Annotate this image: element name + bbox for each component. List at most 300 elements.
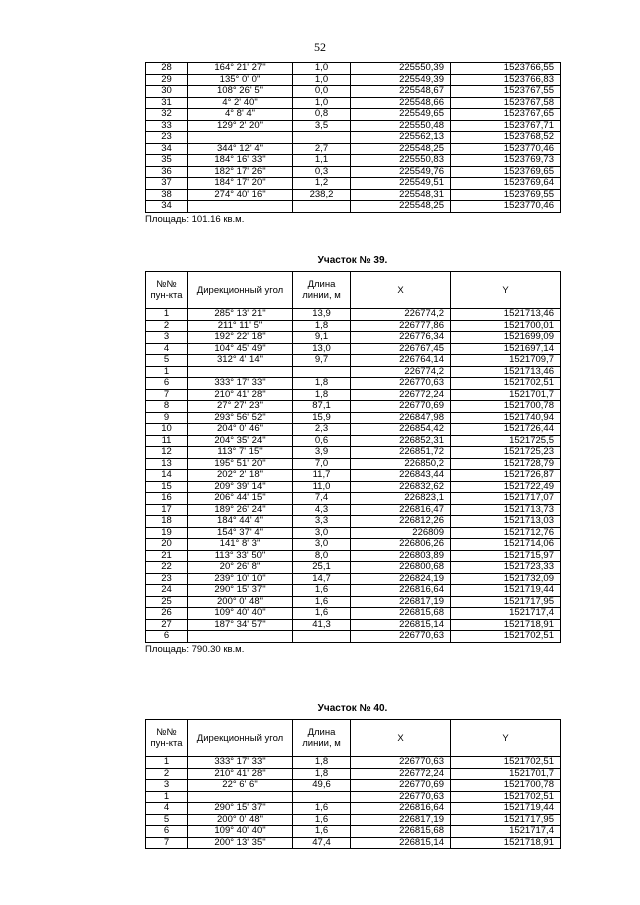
table-row: [146, 355, 561, 367]
x-coordinate-cell: 226815,68: [351, 826, 451, 838]
x-coordinate-cell: 225550,39: [351, 63, 451, 75]
table-row: [146, 155, 561, 167]
plot-40-block: [145, 703, 560, 849]
point-number-cell: 3: [146, 780, 188, 792]
point-number-cell: 2: [146, 768, 188, 780]
x-coordinate-cell: 226816,64: [351, 803, 451, 815]
direction-angle-cell: 187° 34' 57": [188, 619, 293, 631]
x-coordinate-cell: 226770,63: [351, 631, 451, 643]
direction-angle-cell: 27° 27' 23": [188, 401, 293, 413]
y-coordinate-cell: 1521719,44: [451, 585, 561, 597]
line-length-cell: 1,6: [293, 585, 351, 597]
direction-angle-cell: 239° 10' 10": [188, 573, 293, 585]
line-length-cell: 1,6: [293, 596, 351, 608]
x-coordinate-cell: 225550,83: [351, 155, 451, 167]
direction-angle-cell: 184° 44' 4": [188, 516, 293, 528]
x-coordinate-cell: 226851,72: [351, 447, 451, 459]
y-coordinate-cell: 1521713,46: [451, 309, 561, 321]
point-number-cell: 10: [146, 424, 188, 436]
direction-angle-cell: 344° 12' 4": [188, 143, 293, 155]
table-body: [146, 63, 561, 213]
x-coordinate-cell: 225548,66: [351, 97, 451, 109]
table-row: [146, 132, 561, 144]
line-length-cell: 1,8: [293, 320, 351, 332]
line-length-cell: 1,0: [293, 63, 351, 75]
line-length-cell: 3,0: [293, 527, 351, 539]
direction-angle-cell: 333° 17' 33": [188, 757, 293, 769]
header-angle: Дирекционный угол: [188, 272, 293, 309]
line-length-cell: 1,1: [293, 155, 351, 167]
x-coordinate-cell: 226767,45: [351, 343, 451, 355]
y-coordinate-cell: 1523769,55: [451, 189, 561, 201]
table-row: [146, 837, 561, 849]
y-coordinate-cell: 1523766,83: [451, 74, 561, 86]
header-row: [146, 272, 561, 309]
table-row: [146, 97, 561, 109]
y-coordinate-cell: 1521717,4: [451, 826, 561, 838]
x-coordinate-cell: 225550,48: [351, 120, 451, 132]
table-row: [146, 481, 561, 493]
point-number-cell: 1: [146, 309, 188, 321]
direction-angle-cell: 189° 26' 24": [188, 504, 293, 516]
point-number-cell: 6: [146, 826, 188, 838]
table-row: [146, 608, 561, 620]
direction-angle-cell: 141° 8' 3": [188, 539, 293, 551]
direction-angle-cell: 20° 26' 8": [188, 562, 293, 574]
y-coordinate-cell: 1523767,58: [451, 97, 561, 109]
line-length-cell: 14,7: [293, 573, 351, 585]
y-coordinate-cell: 1521697,14: [451, 343, 561, 355]
x-coordinate-cell: 226847,98: [351, 412, 451, 424]
point-number-cell: 19: [146, 527, 188, 539]
direction-angle-cell: 129° 2' 20": [188, 120, 293, 132]
y-coordinate-cell: 1521719,44: [451, 803, 561, 815]
y-coordinate-cell: 1521702,51: [451, 631, 561, 643]
x-coordinate-cell: 225549,51: [351, 178, 451, 190]
point-number-cell: 20: [146, 539, 188, 551]
y-coordinate-cell: 1521702,51: [451, 791, 561, 803]
table-row: [146, 412, 561, 424]
header-num: №№ пун-кта: [146, 272, 188, 309]
direction-angle-cell: 210° 41' 28": [188, 768, 293, 780]
direction-angle-cell: [188, 791, 293, 803]
x-coordinate-cell: 226843,44: [351, 470, 451, 482]
point-number-cell: 2: [146, 320, 188, 332]
x-coordinate-cell: 226770,63: [351, 791, 451, 803]
point-number-cell: 9: [146, 412, 188, 424]
line-length-cell: 0,6: [293, 435, 351, 447]
point-number-cell: 15: [146, 481, 188, 493]
table-row: [146, 366, 561, 378]
direction-angle-cell: 4° 2' 40": [188, 97, 293, 109]
line-length-cell: 1,2: [293, 178, 351, 190]
line-length-cell: 3,0: [293, 539, 351, 551]
y-coordinate-cell: 1521717,95: [451, 814, 561, 826]
point-number-cell: 28: [146, 63, 188, 75]
x-coordinate-cell: 226850,2: [351, 458, 451, 470]
direction-angle-cell: 135° 0' 0": [188, 74, 293, 86]
x-coordinate-cell: 226774,2: [351, 309, 451, 321]
direction-angle-cell: 184° 17' 20": [188, 178, 293, 190]
y-coordinate-cell: 1521715,97: [451, 550, 561, 562]
table-row: [146, 527, 561, 539]
line-length-cell: 11,7: [293, 470, 351, 482]
direction-angle-cell: [188, 132, 293, 144]
x-coordinate-cell: 225548,25: [351, 201, 451, 213]
section-title: Участок № 39.: [317, 255, 388, 266]
line-length-cell: 1,8: [293, 389, 351, 401]
point-number-cell: 31: [146, 97, 188, 109]
table-row: [146, 201, 561, 213]
line-length-cell: 87,1: [293, 401, 351, 413]
x-coordinate-cell: 226774,2: [351, 366, 451, 378]
header-y: Y: [451, 720, 561, 757]
x-coordinate-cell: 225549,65: [351, 109, 451, 121]
continuation-block: [145, 62, 560, 226]
line-length-cell: 1,6: [293, 803, 351, 815]
y-coordinate-cell: 1521701,7: [451, 768, 561, 780]
point-number-cell: 29: [146, 74, 188, 86]
point-number-cell: 4: [146, 343, 188, 355]
point-number-cell: 26: [146, 608, 188, 620]
x-coordinate-cell: 226823,1: [351, 493, 451, 505]
line-length-cell: 47,4: [293, 837, 351, 849]
direction-angle-cell: 209° 39' 14": [188, 481, 293, 493]
point-number-cell: 38: [146, 189, 188, 201]
point-number-cell: 13: [146, 458, 188, 470]
x-coordinate-cell: 226800,68: [351, 562, 451, 574]
x-coordinate-cell: 226809: [351, 527, 451, 539]
point-number-cell: 5: [146, 355, 188, 367]
line-length-cell: 3,9: [293, 447, 351, 459]
point-number-cell: 18: [146, 516, 188, 528]
table-row: [146, 780, 561, 792]
direction-angle-cell: 202° 2' 18": [188, 470, 293, 482]
table-row: [146, 332, 561, 344]
line-length-cell: 9,1: [293, 332, 351, 344]
line-length-cell: [293, 791, 351, 803]
point-number-cell: 33: [146, 120, 188, 132]
header-row: [146, 720, 561, 757]
line-length-cell: 7,0: [293, 458, 351, 470]
x-coordinate-cell: 226770,63: [351, 378, 451, 390]
table-row: [146, 189, 561, 201]
direction-angle-cell: 109° 40' 40": [188, 826, 293, 838]
line-length-cell: 1,6: [293, 814, 351, 826]
point-number-cell: 8: [146, 401, 188, 413]
y-coordinate-cell: 1521726,87: [451, 470, 561, 482]
x-coordinate-cell: 226770,63: [351, 757, 451, 769]
y-coordinate-cell: 1523770,46: [451, 143, 561, 155]
point-number-cell: 35: [146, 155, 188, 167]
table-body: [146, 309, 561, 643]
header-y: Y: [451, 272, 561, 309]
direction-angle-cell: 113° 33' 50": [188, 550, 293, 562]
table-row: [146, 470, 561, 482]
direction-angle-cell: 204° 35' 24": [188, 435, 293, 447]
y-coordinate-cell: 1521732,09: [451, 573, 561, 585]
direction-angle-cell: 154° 37' 4": [188, 527, 293, 539]
direction-angle-cell: 182° 17' 26": [188, 166, 293, 178]
x-coordinate-cell: 226817,19: [351, 596, 451, 608]
page-number: 52: [314, 40, 326, 54]
direction-angle-cell: 4° 8' 4": [188, 109, 293, 121]
y-coordinate-cell: 1523769,73: [451, 155, 561, 167]
table-row: [146, 516, 561, 528]
line-length-cell: 11,0: [293, 481, 351, 493]
line-length-cell: 3,3: [293, 516, 351, 528]
point-number-cell: 12: [146, 447, 188, 459]
table-row: [146, 435, 561, 447]
table-row: [146, 343, 561, 355]
point-number-cell: 32: [146, 109, 188, 121]
coordinates-table-plot-39: [145, 271, 561, 643]
y-coordinate-cell: 1521717,07: [451, 493, 561, 505]
y-coordinate-cell: 1521718,91: [451, 619, 561, 631]
direction-angle-cell: [188, 631, 293, 643]
line-length-cell: [293, 631, 351, 643]
line-length-cell: 1,6: [293, 608, 351, 620]
line-length-cell: 49,6: [293, 780, 351, 792]
line-length-cell: [293, 366, 351, 378]
area-text: Площадь: 101.16 кв.м.: [145, 213, 245, 225]
line-length-cell: 3,5: [293, 120, 351, 132]
y-coordinate-cell: 1521712,76: [451, 527, 561, 539]
direction-angle-cell: 210° 41' 28": [188, 389, 293, 401]
x-coordinate-cell: 226815,14: [351, 619, 451, 631]
table-row: [146, 539, 561, 551]
table-row: [146, 573, 561, 585]
direction-angle-cell: 192° 22' 18": [188, 332, 293, 344]
table-row: [146, 143, 561, 155]
table-row: [146, 458, 561, 470]
y-coordinate-cell: 1523769,65: [451, 166, 561, 178]
table-row: [146, 378, 561, 390]
line-length-cell: 2,3: [293, 424, 351, 436]
area-text: Площадь: 790.30 кв.м.: [145, 643, 245, 655]
y-coordinate-cell: 1521725,5: [451, 435, 561, 447]
line-length-cell: 0,0: [293, 86, 351, 98]
line-length-cell: 1,0: [293, 74, 351, 86]
point-number-cell: 1: [146, 757, 188, 769]
table-row: [146, 120, 561, 132]
x-coordinate-cell: 226776,34: [351, 332, 451, 344]
y-coordinate-cell: 1521713,73: [451, 504, 561, 516]
table-row: [146, 166, 561, 178]
point-number-cell: 11: [146, 435, 188, 447]
point-number-cell: 25: [146, 596, 188, 608]
direction-angle-cell: 104° 45' 49": [188, 343, 293, 355]
x-coordinate-cell: 226817,19: [351, 814, 451, 826]
line-length-cell: 13,0: [293, 343, 351, 355]
x-coordinate-cell: 226815,68: [351, 608, 451, 620]
table-row: [146, 791, 561, 803]
point-number-cell: 16: [146, 493, 188, 505]
x-coordinate-cell: 226816,64: [351, 585, 451, 597]
table-row: [146, 320, 561, 332]
direction-angle-cell: 164° 21' 27": [188, 63, 293, 75]
x-coordinate-cell: 226777,86: [351, 320, 451, 332]
direction-angle-cell: 285° 13' 21": [188, 309, 293, 321]
coordinates-table-plot-40: [145, 719, 561, 849]
table-row: [146, 493, 561, 505]
y-coordinate-cell: 1523767,71: [451, 120, 561, 132]
direction-angle-cell: 113° 7' 15": [188, 447, 293, 459]
direction-angle-cell: 312° 4' 14": [188, 355, 293, 367]
table-row: [146, 826, 561, 838]
y-coordinate-cell: 1521701,7: [451, 389, 561, 401]
point-number-cell: 36: [146, 166, 188, 178]
line-length-cell: 4,3: [293, 504, 351, 516]
table-row: [146, 550, 561, 562]
header-num: №№ пун-кта: [146, 720, 188, 757]
y-coordinate-cell: 1523768,52: [451, 132, 561, 144]
point-number-cell: 7: [146, 389, 188, 401]
direction-angle-cell: [188, 201, 293, 213]
table-row: [146, 309, 561, 321]
x-coordinate-cell: 226854,42: [351, 424, 451, 436]
table-row: [146, 562, 561, 574]
line-length-cell: 8,0: [293, 550, 351, 562]
table-row: [146, 631, 561, 643]
table-body: [146, 757, 561, 849]
y-coordinate-cell: 1521700,78: [451, 780, 561, 792]
direction-angle-cell: 290° 15' 37": [188, 803, 293, 815]
direction-angle-cell: 184° 16' 33": [188, 155, 293, 167]
y-coordinate-cell: 1521725,23: [451, 447, 561, 459]
x-coordinate-cell: 225548,67: [351, 86, 451, 98]
table-row: [146, 178, 561, 190]
point-number-cell: 1: [146, 791, 188, 803]
point-number-cell: 3: [146, 332, 188, 344]
header-length: Длина линии, м: [293, 720, 351, 757]
plot-39-block: [145, 255, 560, 656]
x-coordinate-cell: 226816,47: [351, 504, 451, 516]
point-number-cell: 23: [146, 132, 188, 144]
point-number-cell: 14: [146, 470, 188, 482]
direction-angle-cell: 204° 0' 46": [188, 424, 293, 436]
table-row: [146, 63, 561, 75]
line-length-cell: 41,3: [293, 619, 351, 631]
x-coordinate-cell: 226772,24: [351, 389, 451, 401]
y-coordinate-cell: 1523766,55: [451, 63, 561, 75]
y-coordinate-cell: 1521722,49: [451, 481, 561, 493]
x-coordinate-cell: 226806,26: [351, 539, 451, 551]
x-coordinate-cell: 225548,25: [351, 143, 451, 155]
table-row: [146, 109, 561, 121]
point-number-cell: 27: [146, 619, 188, 631]
line-length-cell: 238,2: [293, 189, 351, 201]
line-length-cell: [293, 201, 351, 213]
header-x: X: [351, 720, 451, 757]
direction-angle-cell: 333° 17' 33": [188, 378, 293, 390]
direction-angle-cell: 200° 0' 48": [188, 814, 293, 826]
table-row: [146, 74, 561, 86]
y-coordinate-cell: 1521713,46: [451, 366, 561, 378]
table-row: [146, 803, 561, 815]
direction-angle-cell: 211° 11' 5": [188, 320, 293, 332]
y-coordinate-cell: 1521740,94: [451, 412, 561, 424]
x-coordinate-cell: 226832,62: [351, 481, 451, 493]
x-coordinate-cell: 225549,76: [351, 166, 451, 178]
header-x: X: [351, 272, 451, 309]
y-coordinate-cell: 1521717,95: [451, 596, 561, 608]
x-coordinate-cell: 226824,19: [351, 573, 451, 585]
direction-angle-cell: 290° 15' 37": [188, 585, 293, 597]
line-length-cell: 1,6: [293, 826, 351, 838]
table-row: [146, 768, 561, 780]
direction-angle-cell: 200° 13' 35": [188, 837, 293, 849]
y-coordinate-cell: 1523767,55: [451, 86, 561, 98]
table-row: [146, 814, 561, 826]
y-coordinate-cell: 1521726,44: [451, 424, 561, 436]
direction-angle-cell: 200° 0' 48": [188, 596, 293, 608]
y-coordinate-cell: 1523769,64: [451, 178, 561, 190]
point-number-cell: 34: [146, 143, 188, 155]
table-row: [146, 585, 561, 597]
point-number-cell: 34: [146, 201, 188, 213]
x-coordinate-cell: 226770,69: [351, 401, 451, 413]
line-length-cell: 0,8: [293, 109, 351, 121]
line-length-cell: 1,8: [293, 768, 351, 780]
y-coordinate-cell: 1523767,65: [451, 109, 561, 121]
y-coordinate-cell: 1521699,09: [451, 332, 561, 344]
header-angle: Дирекционный угол: [188, 720, 293, 757]
x-coordinate-cell: 226812,26: [351, 516, 451, 528]
x-coordinate-cell: 225562,13: [351, 132, 451, 144]
y-coordinate-cell: 1523770,46: [451, 201, 561, 213]
point-number-cell: 4: [146, 803, 188, 815]
table-row: [146, 596, 561, 608]
direction-angle-cell: 108° 26' 5": [188, 86, 293, 98]
point-number-cell: 30: [146, 86, 188, 98]
point-number-cell: 21: [146, 550, 188, 562]
table-row: [146, 424, 561, 436]
x-coordinate-cell: 225548,31: [351, 189, 451, 201]
y-coordinate-cell: 1521728,79: [451, 458, 561, 470]
y-coordinate-cell: 1521700,01: [451, 320, 561, 332]
y-coordinate-cell: 1521713,03: [451, 516, 561, 528]
x-coordinate-cell: 226770,69: [351, 780, 451, 792]
y-coordinate-cell: 1521702,51: [451, 757, 561, 769]
table-row: [146, 389, 561, 401]
line-length-cell: [293, 132, 351, 144]
y-coordinate-cell: 1521717,4: [451, 608, 561, 620]
point-number-cell: 37: [146, 178, 188, 190]
point-number-cell: 1: [146, 366, 188, 378]
section-title: Участок № 40.: [317, 703, 388, 714]
table-row: [146, 447, 561, 459]
y-coordinate-cell: 1521723,33: [451, 562, 561, 574]
line-length-cell: 1,0: [293, 97, 351, 109]
table-row: [146, 401, 561, 413]
direction-angle-cell: 206° 44' 15": [188, 493, 293, 505]
x-coordinate-cell: 226815,14: [351, 837, 451, 849]
point-number-cell: 5: [146, 814, 188, 826]
x-coordinate-cell: 226803,89: [351, 550, 451, 562]
line-length-cell: 9,7: [293, 355, 351, 367]
line-length-cell: 1,8: [293, 378, 351, 390]
line-length-cell: 0,3: [293, 166, 351, 178]
point-number-cell: 17: [146, 504, 188, 516]
y-coordinate-cell: 1521709,7: [451, 355, 561, 367]
x-coordinate-cell: 226852,31: [351, 435, 451, 447]
y-coordinate-cell: 1521700,78: [451, 401, 561, 413]
y-coordinate-cell: 1521702,51: [451, 378, 561, 390]
line-length-cell: 1,8: [293, 757, 351, 769]
direction-angle-cell: 274° 40' 16": [188, 189, 293, 201]
direction-angle-cell: 293° 56' 52": [188, 412, 293, 424]
